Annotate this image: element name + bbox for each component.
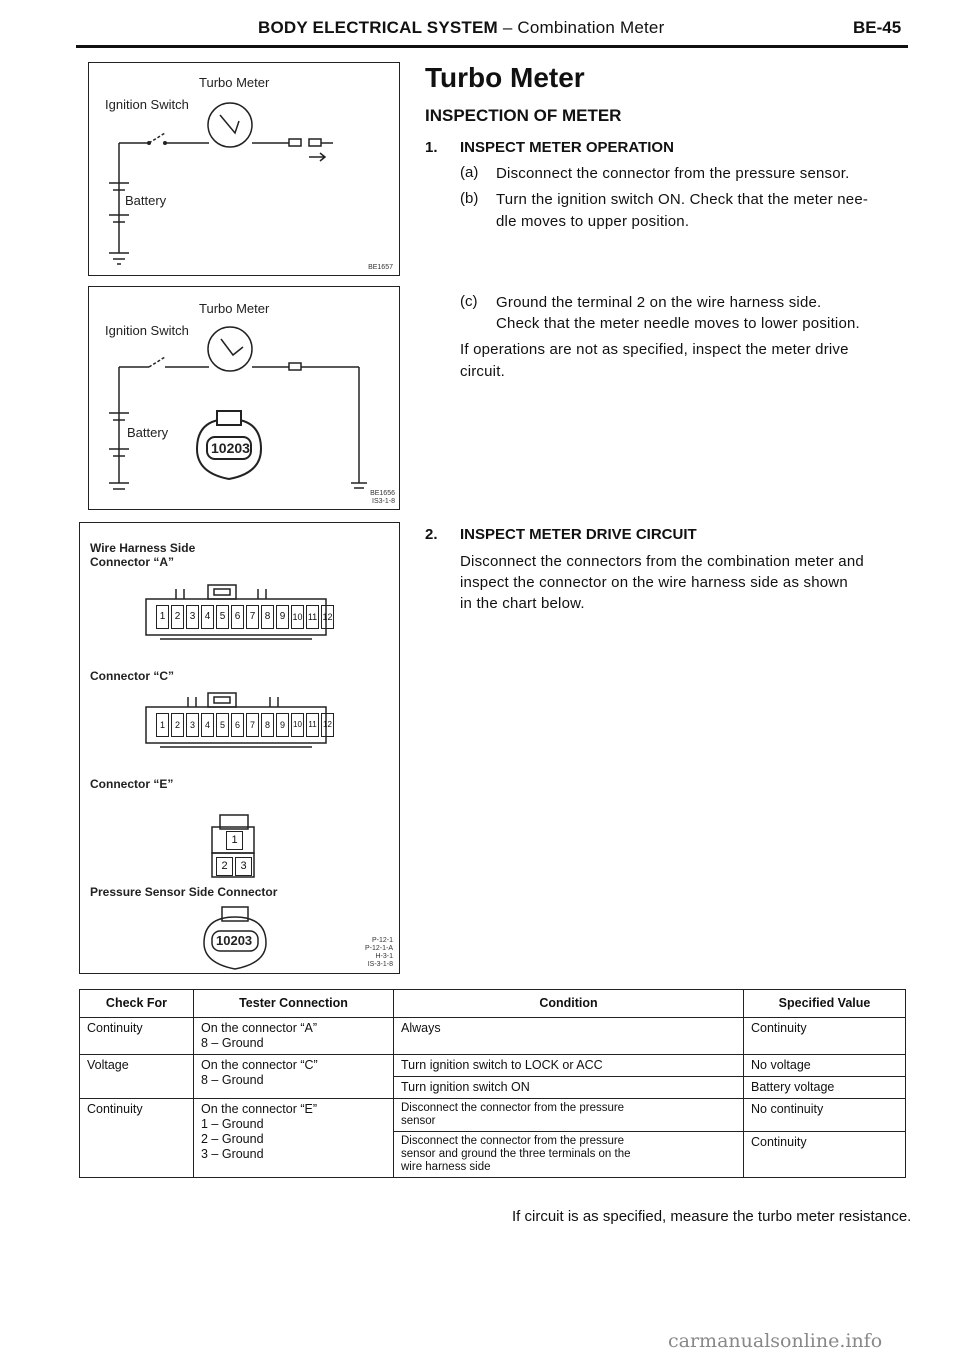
cell-check-for: Voltage (80, 1055, 194, 1099)
figure3-code-line: H-3-1 (375, 953, 393, 960)
cell-specified-value: Continuity (744, 1018, 906, 1055)
header-condition: Condition (394, 990, 744, 1018)
connector-a-pin: 4 (201, 605, 214, 629)
table-header-row (80, 990, 906, 1018)
figure1-battery-label: Battery (125, 193, 167, 208)
connector-e-pin: 1 (226, 831, 243, 850)
cell-condition (394, 1099, 744, 1132)
figure2-battery-label: Battery (127, 425, 169, 440)
cell-specified-value: Continuity (744, 1132, 906, 1178)
connector-c-pin: 5 (216, 713, 229, 737)
tester-line: On the connector “A” (201, 1021, 318, 1035)
connector-a-pin: 12 (321, 605, 334, 629)
step1-a-text: Disconnect the connector from the pressure sensor. (496, 165, 850, 182)
step1-b-line2: dle moves to upper position. (496, 213, 690, 230)
step1-title: INSPECT METER OPERATION (460, 139, 674, 156)
tester-line: On the connector “C” (201, 1058, 318, 1072)
step1-c-label: (c) (460, 293, 478, 310)
header-tester-connection: Tester Connection (194, 990, 394, 1018)
step1-c-line2: Check that the meter needle moves to lower position. (496, 315, 860, 332)
watermark: carmanualsonline.info (668, 1330, 883, 1352)
connector-c-pin: 4 (201, 713, 214, 737)
step1-number: 1. (425, 139, 438, 156)
cell-tester-connection (194, 1099, 394, 1178)
figure1-schematic (89, 63, 399, 275)
step1-b-label: (b) (460, 190, 479, 207)
cell-tester-connection (194, 1055, 394, 1099)
figure2-code (370, 490, 395, 506)
figure2-title: Turbo Meter (199, 301, 270, 316)
cell-check-for: Continuity (80, 1018, 194, 1055)
connector-c-pin: 7 (246, 713, 259, 737)
figure-turbo-meter-circuit-2 (88, 286, 400, 510)
figure2-code-line: IS3-1-8 (372, 498, 395, 505)
tester-line: 8 – Ground (201, 1073, 264, 1087)
connector-c-pin: 10 (291, 713, 304, 737)
connector-a-pin: 11 (306, 605, 319, 629)
figure-turbo-meter-circuit-1 (88, 62, 400, 276)
connector-c-label: Connector “C” (90, 669, 174, 683)
figure1-switch-label: Ignition Switch (105, 97, 189, 112)
connector-a-pin: 2 (171, 605, 184, 629)
connector-e-pin: 2 (216, 857, 233, 876)
step2-title: INSPECT METER DRIVE CIRCUIT (460, 526, 697, 543)
connector-c-pin: 6 (231, 713, 244, 737)
cell-specified-value: No continuity (744, 1099, 906, 1132)
step1-c-line1: Ground the terminal 2 on the wire harness side. (496, 294, 822, 311)
connector-a-label-1: Wire Harness Side (90, 541, 196, 555)
connector-a-pins (156, 605, 334, 629)
figure2-schematic (89, 287, 399, 509)
step2-number: 2. (425, 526, 438, 543)
conclusion-text: If circuit is as specified, measure the turbo meter resistance. (512, 1208, 912, 1225)
cell-check-for: Continuity (80, 1099, 194, 1178)
page-number: BE-45 (853, 18, 902, 37)
connector-a-pin: 7 (246, 605, 259, 629)
header-specified-value: Specified Value (744, 990, 906, 1018)
cell-condition: Turn ignition switch to LOCK or ACC (394, 1055, 744, 1077)
connector-a-pin: 6 (231, 605, 244, 629)
condition-line: sensor (401, 1115, 436, 1127)
table-row (80, 1055, 906, 1077)
header-subsection: – Combination Meter (497, 18, 665, 37)
connector-a-pin: 3 (186, 605, 199, 629)
tester-line: 3 – Ground (201, 1147, 264, 1161)
header-check-for: Check For (80, 990, 194, 1018)
cell-specified-value: No voltage (744, 1055, 906, 1077)
condition-line: wire harness side (401, 1161, 491, 1173)
connectors-drawing (80, 523, 399, 973)
connector-c-pin: 3 (186, 713, 199, 737)
figure1-code: BE1657 (368, 264, 393, 271)
table-row (80, 1018, 906, 1055)
connector-a-pin: 5 (216, 605, 229, 629)
inspection-heading: INSPECTION OF METER (425, 106, 622, 125)
step1-b-line1: Turn the ignition switch ON. Check that the meter nee- (496, 191, 869, 208)
connector-a-label-2: Connector “A” (90, 555, 174, 569)
step1-a-label: (a) (460, 164, 479, 181)
section-title: Turbo Meter (425, 62, 585, 93)
step1-note-line1: If operations are not as specified, inspect the meter drive (460, 341, 849, 358)
tester-line: 1 – Ground (201, 1117, 264, 1131)
connector-a-pin: 1 (156, 605, 169, 629)
connector-c-pin: 9 (276, 713, 289, 737)
step2-line2: inspect the connector on the wire harness side as shown (460, 574, 848, 591)
connector-a-pin: 10 (291, 605, 304, 629)
step2-line1: Disconnect the connectors from the combination meter and (460, 553, 864, 570)
connector-c-pin: 1 (156, 713, 169, 737)
connector-c-pins (156, 713, 334, 737)
table-row (80, 1099, 906, 1132)
connector-c-pin: 11 (306, 713, 319, 737)
figure2-connector-code: 10203 (211, 440, 250, 456)
figure3-code-line: P-12-1 (371, 937, 393, 944)
tester-line: On the connector “E” (201, 1102, 318, 1116)
step2-line3: in the chart below. (460, 595, 585, 612)
connector-e-pin: 3 (235, 857, 252, 876)
header-title (258, 18, 664, 38)
tester-line: 2 – Ground (201, 1132, 264, 1146)
condition-line: sensor and ground the three terminals on the (401, 1148, 631, 1160)
figure2-switch-label: Ignition Switch (105, 323, 189, 338)
figure1-title: Turbo Meter (199, 75, 270, 90)
inspection-table (79, 989, 906, 1178)
connector-c-pin: 2 (171, 713, 184, 737)
step1-note-line2: circuit. (460, 363, 505, 380)
connector-c-pin: 8 (261, 713, 274, 737)
tester-line: 8 – Ground (201, 1036, 264, 1050)
cell-condition (394, 1132, 744, 1178)
figure3-code-line: P-12-1-A (364, 945, 393, 952)
cell-condition: Turn ignition switch ON (394, 1077, 744, 1099)
cell-condition: Always (394, 1018, 744, 1055)
condition-line: Disconnect the connector from the pressure (401, 1135, 625, 1147)
figure-connectors (79, 522, 400, 974)
pressure-sensor-connector-code: 10203 (216, 933, 253, 948)
header-rule (76, 45, 908, 48)
figure2-code-line: BE1656 (370, 490, 395, 497)
connector-e-label: Connector “E” (90, 777, 174, 791)
connector-a-pin: 9 (276, 605, 289, 629)
header-section: BODY ELECTRICAL SYSTEM (258, 18, 498, 37)
figure3-code (365, 937, 393, 969)
condition-line: Disconnect the connector from the pressure (401, 1102, 625, 1114)
connector-a-pin: 8 (261, 605, 274, 629)
figure3-code-line: IS-3-1-8 (367, 961, 393, 968)
cell-specified-value: Battery voltage (744, 1077, 906, 1099)
connector-c-pin: 12 (321, 713, 334, 737)
cell-tester-connection (194, 1018, 394, 1055)
pressure-sensor-label: Pressure Sensor Side Connector (90, 885, 278, 899)
